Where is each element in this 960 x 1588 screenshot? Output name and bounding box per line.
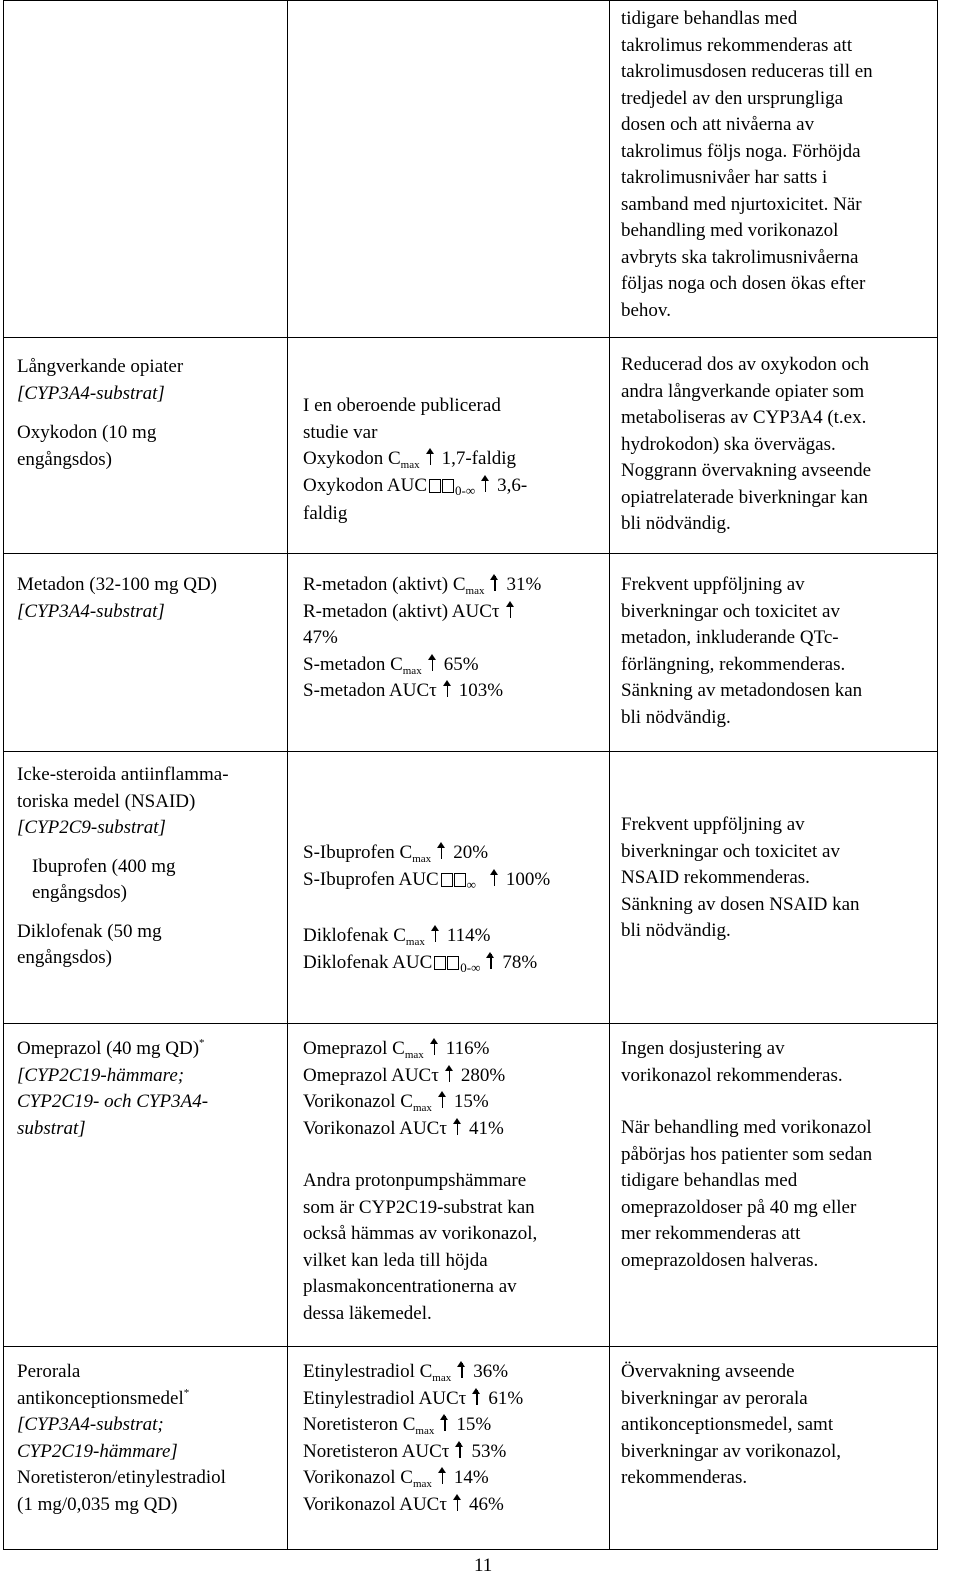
text-line: metadon, inkluderande QTc-: [621, 627, 839, 648]
increase-arrow-icon: [441, 680, 455, 697]
agent-name: antikonceptionsmedel*: [17, 1386, 190, 1409]
agent-name: Metadon (32-100 mg QD): [17, 574, 217, 595]
text-line: hydrokodon) ska övervägas.: [621, 433, 836, 455]
agent-name: Perorala: [17, 1361, 81, 1382]
text-line: När behandling med vorikonazol: [621, 1117, 872, 1138]
text-line: avbryts ska takrolimusnivåerna: [621, 246, 859, 268]
increase-arrow-icon: [504, 601, 518, 618]
effect-line: Andra protonpumpshämmare: [303, 1170, 527, 1191]
increase-arrow-icon: [470, 1388, 484, 1405]
agent-mechanism: [CYP3A4-substrat]: [17, 382, 165, 404]
text-line: biverkningar av perorala: [621, 1387, 808, 1409]
text-line: tidigare behandlas med: [621, 8, 798, 29]
text-line: samband med njurtoxicitet. När: [621, 193, 862, 215]
agent-mechanism: [CYP2C19-hämmare;: [17, 1064, 185, 1086]
agent-cell: [4, 1, 288, 338]
text-line: biverkningar och toxicitet av: [621, 600, 840, 622]
text-line: förlängning, rekommenderas.: [621, 653, 846, 675]
text-line: omeprazoldoser på 40 mg eller: [621, 1196, 857, 1218]
effect-line: Noretisteron AUCτ 53%: [303, 1440, 507, 1462]
agent-sub-line: engångsdos): [17, 947, 112, 968]
effect-line: Omeprazol AUCτ 280%: [303, 1064, 506, 1086]
effect-line: Diklofenak $C_{max}$ 114%: [303, 925, 491, 948]
agent-mechanism: CYP2C19- och CYP3A4-: [17, 1091, 209, 1112]
text-line: antikonceptionsmedel, samt: [621, 1414, 834, 1435]
effect-line: faldig: [303, 503, 348, 524]
increase-arrow-icon: [426, 654, 440, 671]
text-line: dosen och att nivåerna av: [621, 114, 815, 135]
increase-arrow-icon: [451, 1494, 465, 1511]
agent-sub-line: Ibuprofen (400 mg: [32, 855, 176, 877]
increase-arrow-icon: [488, 869, 502, 886]
text-line: tidigare behandlas med: [621, 1170, 798, 1191]
text-line: Sänkning av metadondosen kan: [621, 680, 863, 701]
text-line: Reducerad dos av oxykodon och: [621, 354, 869, 375]
effect-cell: [288, 752, 610, 1024]
text-line: Ingen dosjustering av: [621, 1038, 785, 1059]
agent-cell: [4, 1024, 288, 1347]
table-row: [4, 338, 938, 554]
text-line: NSAID rekommenderas.: [621, 867, 810, 888]
effect-line: R-metadon (aktivt) AUCτ: [303, 599, 603, 626]
text-line: Sänkning av dosen NSAID kan: [621, 893, 860, 915]
agent-sub-line: Oxykodon (10 mg: [17, 422, 157, 443]
text-line: takrolimus följs noga. Förhöjda: [621, 140, 861, 162]
table-row: [4, 1, 938, 338]
text-line: påbörjas hos patienter som sedan: [621, 1143, 873, 1165]
agent-cell: [4, 338, 288, 554]
effect-line: Vorikonazol $C_{max}$ 15%: [303, 1091, 489, 1114]
text-line: Frekvent uppföljning av: [621, 574, 805, 595]
effect-line: Vorikonazol AUCτ 41%: [303, 1117, 504, 1139]
table-row: [4, 1024, 938, 1347]
agent-name: Omeprazol (40 mg QD)*: [17, 1037, 205, 1059]
table-row: [4, 752, 938, 1024]
increase-arrow-icon: [484, 952, 498, 969]
increase-arrow-icon: [424, 448, 438, 465]
recommendation-cell: [610, 1024, 938, 1347]
effect-line: plasmakoncentrationerna av: [303, 1276, 517, 1297]
effect-line: Oxykodon $C_{max}$ 1,7-faldig: [303, 448, 517, 471]
effect-line: S-metadon AUCτ 103%: [303, 680, 504, 701]
increase-arrow-icon: [428, 1038, 442, 1055]
increase-arrow-icon: [436, 1091, 450, 1108]
agent-sub-line: engångsdos): [32, 882, 127, 903]
effect-cell: [288, 1, 610, 338]
increase-arrow-icon: [438, 1414, 452, 1431]
effect-line: Oxykodon AUC $_{0-\infty}$ 3,6-: [303, 473, 603, 502]
agent-mechanism: [CYP3A4-substrat;: [17, 1414, 164, 1435]
text-line: tredjedel av den ursprungliga: [621, 87, 844, 109]
effect-cell: [288, 554, 610, 752]
effect-line: studie var: [303, 421, 378, 443]
agent-mechanism: substrat]: [17, 1117, 86, 1139]
effect-line: S-metadon $C_{max}$ 65%: [303, 653, 479, 677]
effect-line: 47%: [303, 627, 338, 648]
agent-cell: [4, 752, 288, 1024]
effect-line: S-Ibuprofen AUC $_\infty$ 100%: [303, 867, 603, 896]
table-row: [4, 554, 938, 752]
effect-cell: [288, 1024, 610, 1347]
text-line: biverkningar och toxicitet av: [621, 840, 840, 862]
text-line: bli nödvändig.: [621, 706, 731, 728]
effect-line: vilket kan leda till höjda: [303, 1249, 488, 1271]
missing-glyph-icon: [441, 869, 467, 896]
recommendation-cell: [610, 554, 938, 752]
text-line: Noggrann övervakning avseende: [621, 460, 872, 481]
agent-cell: [4, 1347, 288, 1550]
recommendation-cell: [610, 1347, 938, 1550]
effect-line: Omeprazol $C_{max}$ 116%: [303, 1038, 490, 1061]
effect-cell: [288, 1347, 610, 1550]
effect-line: dessa läkemedel.: [303, 1302, 432, 1324]
effect-line: också hämmas av vorikonazol,: [303, 1223, 538, 1244]
increase-arrow-icon: [488, 574, 502, 591]
agent-sub-line: engångsdos): [17, 448, 112, 470]
missing-glyph-icon: [434, 952, 460, 979]
agent-name: toriska medel (NSAID): [17, 790, 196, 812]
effect-line: Etinylestradiol AUCτ 61%: [303, 1387, 524, 1409]
effect-line: I en oberoende publicerad: [303, 395, 501, 416]
text-line: opiatrelaterade biverkningar kan: [621, 486, 868, 508]
text-line: biverkningar av vorikonazol,: [621, 1440, 842, 1462]
increase-arrow-icon: [429, 925, 443, 942]
agent-mechanism: [CYP3A4-substrat]: [17, 600, 165, 622]
effect-line: R-metadon (aktivt) $C_{max}$ 31%: [303, 574, 542, 597]
text-line: omeprazoldosen halveras.: [621, 1249, 819, 1271]
text-line: mer rekommenderas att: [621, 1223, 801, 1244]
text-line: behov.: [621, 299, 671, 321]
agent-mechanism: [CYP2C9-substrat]: [17, 817, 166, 838]
agent-name: Långverkande opiater: [17, 356, 184, 377]
text-line: bli nödvändig.: [621, 920, 731, 941]
increase-arrow-icon: [436, 1467, 450, 1484]
increase-arrow-icon: [455, 1361, 469, 1378]
text-line: takrolimus rekommenderas att: [621, 34, 853, 56]
agent-sub-line: Noretisteron/etinylestradiol: [17, 1467, 226, 1488]
increase-arrow-icon: [479, 475, 493, 492]
text-line: takrolimusdosen reduceras till en: [621, 61, 873, 82]
text-line: Frekvent uppföljning av: [621, 814, 805, 835]
agent-sub-line: Diklofenak (50 mg: [17, 920, 162, 942]
agent-name: Icke-steroida antiinflamma-: [17, 764, 229, 785]
increase-arrow-icon: [435, 842, 449, 859]
text-line: takrolimusnivåer har satts i: [621, 167, 828, 188]
effect-line: som är CYP2C19-substrat kan: [303, 1196, 535, 1218]
effect-line: Noretisteron $C_{max}$ 15%: [303, 1414, 492, 1437]
text-line: rekommenderas.: [621, 1467, 748, 1488]
effect-line: Vorikonazol $C_{max}$ 14%: [303, 1467, 489, 1490]
text-line: Övervakning avseende: [621, 1361, 795, 1382]
text-line: behandling med vorikonazol: [621, 220, 839, 241]
agent-mechanism: CYP2C19-hämmare]: [17, 1440, 178, 1462]
interaction-table: [3, 0, 938, 1550]
text-line: bli nödvändig.: [621, 513, 731, 534]
agent-cell: [4, 554, 288, 752]
increase-arrow-icon: [451, 1118, 465, 1135]
table-row: [4, 1347, 938, 1550]
increase-arrow-icon: [443, 1065, 457, 1082]
increase-arrow-icon: [453, 1441, 467, 1458]
text-line: metaboliseras av CYP3A4 (t.ex.: [621, 407, 867, 428]
agent-sub-line: (1 mg/0,035 mg QD): [17, 1493, 178, 1515]
effect-line: Etinylestradiol $C_{max}$ 36%: [303, 1361, 509, 1384]
recommendation-cell: [610, 752, 938, 1024]
text-line: följas noga och dosen ökas efter: [621, 273, 866, 294]
recommendation-cell: [610, 338, 938, 554]
effect-line: S-Ibuprofen $C_{max}$ 20%: [303, 842, 489, 865]
text-line: andra långverkande opiater som: [621, 380, 865, 402]
text-line: vorikonazol rekommenderas.: [621, 1064, 843, 1086]
missing-glyph-icon: [429, 475, 455, 502]
effect-line: Diklofenak AUC $_{0-\infty}$ 78%: [303, 950, 603, 979]
recommendation-cell: [610, 1, 938, 338]
page-number: 11: [474, 1555, 493, 1576]
effect-line: Vorikonazol AUCτ 46%: [303, 1493, 504, 1515]
effect-cell: [288, 338, 610, 554]
